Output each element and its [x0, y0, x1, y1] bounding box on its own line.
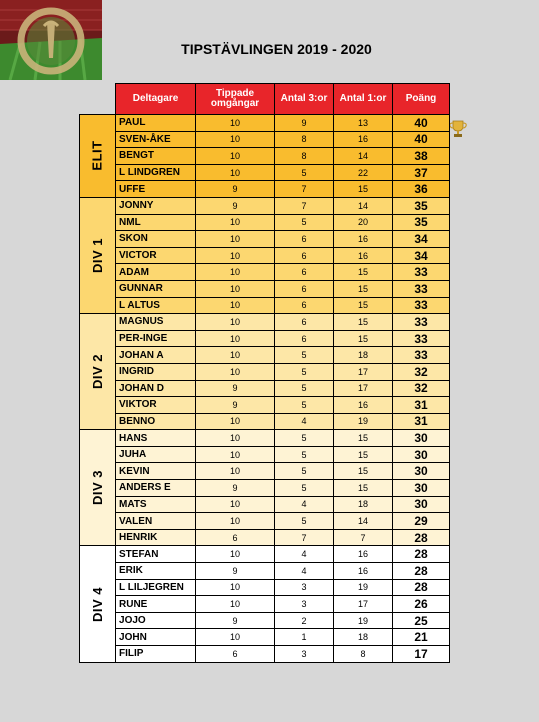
threes-cell: 5: [275, 513, 334, 530]
participant-name: SKON: [116, 231, 196, 248]
ones-cell: 14: [334, 197, 393, 214]
header-participant: Deltagare: [116, 84, 196, 115]
table-row: [80, 563, 450, 580]
rounds-cell: 10: [196, 347, 275, 364]
ones-cell: 17: [334, 363, 393, 380]
ones-cell: 15: [334, 280, 393, 297]
threes-cell: 5: [275, 463, 334, 480]
points-cell: 21: [393, 629, 450, 646]
table-row: [80, 430, 450, 447]
ones-cell: 18: [334, 629, 393, 646]
rounds-cell: 10: [196, 148, 275, 165]
points-cell: 33: [393, 314, 450, 331]
threes-cell: 3: [275, 646, 334, 663]
threes-cell: 6: [275, 231, 334, 248]
rounds-cell: 10: [196, 231, 275, 248]
threes-cell: 4: [275, 496, 334, 513]
points-cell: 32: [393, 380, 450, 397]
ones-cell: 18: [334, 347, 393, 364]
ones-cell: 16: [334, 397, 393, 414]
threes-cell: 9: [275, 115, 334, 132]
points-cell: 34: [393, 247, 450, 264]
threes-cell: 6: [275, 247, 334, 264]
threes-cell: 4: [275, 546, 334, 563]
threes-cell: 5: [275, 430, 334, 447]
table-row: [80, 546, 450, 563]
table-row: [80, 347, 450, 364]
header-points: Poäng: [393, 84, 450, 115]
threes-cell: 6: [275, 264, 334, 281]
participant-name: JONNY: [116, 197, 196, 214]
table-row: [80, 529, 450, 546]
participant-name: PER-INGE: [116, 330, 196, 347]
points-cell: 33: [393, 280, 450, 297]
table-row: [80, 131, 450, 148]
rounds-cell: 10: [196, 314, 275, 331]
points-cell: 40: [393, 131, 450, 148]
header-ones: Antal 1:or: [334, 84, 393, 115]
participant-name: MATS: [116, 496, 196, 513]
participant-name: HENRIK: [116, 529, 196, 546]
table-body: [80, 115, 450, 663]
threes-cell: 5: [275, 480, 334, 497]
page-title: TIPSTÄVLINGEN 2019 - 2020: [181, 41, 372, 57]
participant-name: STEFAN: [116, 546, 196, 563]
ones-cell: 16: [334, 231, 393, 248]
ones-cell: 15: [334, 463, 393, 480]
stadium-logo: [0, 0, 102, 80]
division-label-text: DIV 3: [90, 470, 106, 506]
points-cell: 28: [393, 529, 450, 546]
table-row: [80, 197, 450, 214]
ones-cell: 17: [334, 596, 393, 613]
points-cell: 36: [393, 181, 450, 198]
points-cell: 35: [393, 214, 450, 231]
points-cell: 34: [393, 231, 450, 248]
table-row: [80, 646, 450, 663]
rounds-cell: 10: [196, 214, 275, 231]
division-label: [80, 115, 116, 198]
threes-cell: 3: [275, 579, 334, 596]
threes-cell: 7: [275, 529, 334, 546]
points-cell: 35: [393, 197, 450, 214]
ones-cell: 16: [334, 563, 393, 580]
ones-cell: 15: [334, 264, 393, 281]
participant-name: INGRID: [116, 363, 196, 380]
participant-name: PAUL: [116, 115, 196, 132]
participant-name: VICTOR: [116, 247, 196, 264]
threes-cell: 1: [275, 629, 334, 646]
rounds-cell: 9: [196, 480, 275, 497]
threes-cell: 6: [275, 297, 334, 314]
table-row: [80, 629, 450, 646]
rounds-cell: 9: [196, 563, 275, 580]
rounds-cell: 10: [196, 629, 275, 646]
rounds-cell: 10: [196, 596, 275, 613]
points-cell: 32: [393, 363, 450, 380]
rounds-cell: 6: [196, 529, 275, 546]
ones-cell: 15: [334, 330, 393, 347]
division-label-text: DIV 4: [90, 586, 106, 622]
table-row: [80, 148, 450, 165]
ones-cell: 16: [334, 131, 393, 148]
points-cell: 30: [393, 463, 450, 480]
threes-cell: 5: [275, 446, 334, 463]
rounds-cell: 10: [196, 247, 275, 264]
table-row: [80, 247, 450, 264]
table-row: [80, 181, 450, 198]
points-cell: 29: [393, 513, 450, 530]
participant-name: SVEN-ÅKE: [116, 131, 196, 148]
standings-table: [79, 83, 450, 663]
participant-name: BENNO: [116, 413, 196, 430]
rounds-cell: 10: [196, 413, 275, 430]
points-cell: 28: [393, 563, 450, 580]
threes-cell: 4: [275, 413, 334, 430]
rounds-cell: 10: [196, 463, 275, 480]
rounds-cell: 9: [196, 397, 275, 414]
threes-cell: 3: [275, 596, 334, 613]
table-row: [80, 413, 450, 430]
table-row: [80, 480, 450, 497]
threes-cell: 8: [275, 131, 334, 148]
table-row: [80, 330, 450, 347]
table-row: [80, 397, 450, 414]
rounds-cell: 10: [196, 264, 275, 281]
header-spacer: [80, 84, 116, 115]
participant-name: UFFE: [116, 181, 196, 198]
ones-cell: 19: [334, 612, 393, 629]
ones-cell: 18: [334, 496, 393, 513]
points-cell: 31: [393, 397, 450, 414]
division-label-text: DIV 1: [90, 238, 106, 274]
threes-cell: 6: [275, 280, 334, 297]
participant-name: FILIP: [116, 646, 196, 663]
participant-name: HANS: [116, 430, 196, 447]
table-row: [80, 280, 450, 297]
rounds-cell: 10: [196, 330, 275, 347]
participant-name: MAGNUS: [116, 314, 196, 331]
ones-cell: 15: [334, 446, 393, 463]
ones-cell: 20: [334, 214, 393, 231]
threes-cell: 6: [275, 330, 334, 347]
threes-cell: 7: [275, 181, 334, 198]
points-cell: 38: [393, 148, 450, 165]
ones-cell: 8: [334, 646, 393, 663]
threes-cell: 5: [275, 397, 334, 414]
ones-cell: 16: [334, 546, 393, 563]
threes-cell: 2: [275, 612, 334, 629]
rounds-cell: 10: [196, 363, 275, 380]
rounds-cell: 9: [196, 181, 275, 198]
points-cell: 26: [393, 596, 450, 613]
ones-cell: 15: [334, 297, 393, 314]
participant-name: L ALTUS: [116, 297, 196, 314]
table-row: [80, 579, 450, 596]
rounds-cell: 10: [196, 546, 275, 563]
participant-name: GUNNAR: [116, 280, 196, 297]
participant-name: ANDERS E: [116, 480, 196, 497]
table-row: [80, 231, 450, 248]
rounds-cell: 6: [196, 646, 275, 663]
threes-cell: 4: [275, 563, 334, 580]
rounds-cell: 9: [196, 612, 275, 629]
table-row: [80, 446, 450, 463]
participant-name: RUNE: [116, 596, 196, 613]
rounds-cell: 10: [196, 446, 275, 463]
threes-cell: 5: [275, 380, 334, 397]
division-label: [80, 430, 116, 546]
division-label-text: ELIT: [90, 140, 106, 172]
table-row: [80, 496, 450, 513]
points-cell: 33: [393, 264, 450, 281]
participant-name: JOHN: [116, 629, 196, 646]
ones-cell: 15: [334, 314, 393, 331]
participant-name: VALEN: [116, 513, 196, 530]
table-row: [80, 164, 450, 181]
division-label-text: DIV 2: [90, 354, 106, 390]
participant-name: BENGT: [116, 148, 196, 165]
ones-cell: 14: [334, 148, 393, 165]
threes-cell: 6: [275, 314, 334, 331]
rounds-cell: 10: [196, 579, 275, 596]
points-cell: 28: [393, 546, 450, 563]
ones-cell: 16: [334, 247, 393, 264]
table-row: [80, 115, 450, 132]
table-row: [80, 513, 450, 530]
trophy-icon: [449, 119, 467, 139]
ones-cell: 14: [334, 513, 393, 530]
rounds-cell: 10: [196, 297, 275, 314]
rounds-cell: 10: [196, 513, 275, 530]
participant-name: L LILJEGREN: [116, 579, 196, 596]
participant-name: L LINDGREN: [116, 164, 196, 181]
rounds-cell: 10: [196, 496, 275, 513]
points-cell: 30: [393, 480, 450, 497]
rounds-cell: 10: [196, 115, 275, 132]
table-row: [80, 314, 450, 331]
table-row: [80, 380, 450, 397]
division-label: [80, 197, 116, 313]
points-cell: 30: [393, 496, 450, 513]
points-cell: 40: [393, 115, 450, 132]
threes-cell: 5: [275, 214, 334, 231]
rounds-cell: 9: [196, 197, 275, 214]
ones-cell: 13: [334, 115, 393, 132]
threes-cell: 5: [275, 363, 334, 380]
points-cell: 30: [393, 430, 450, 447]
division-label: [80, 546, 116, 662]
participant-name: JOJO: [116, 612, 196, 629]
table-row: [80, 214, 450, 231]
threes-cell: 8: [275, 148, 334, 165]
ones-cell: 15: [334, 430, 393, 447]
header-threes: Antal 3:or: [275, 84, 334, 115]
points-cell: 30: [393, 446, 450, 463]
rounds-cell: 10: [196, 430, 275, 447]
points-cell: 28: [393, 579, 450, 596]
rounds-cell: 10: [196, 280, 275, 297]
points-cell: 17: [393, 646, 450, 663]
ones-cell: 19: [334, 413, 393, 430]
participant-name: VIKTOR: [116, 397, 196, 414]
ones-cell: 15: [334, 480, 393, 497]
division-label: [80, 314, 116, 430]
rounds-cell: 10: [196, 131, 275, 148]
table-row: [80, 297, 450, 314]
table-row: [80, 264, 450, 281]
participant-name: JOHAN D: [116, 380, 196, 397]
table-row: [80, 463, 450, 480]
participant-name: JOHAN A: [116, 347, 196, 364]
table-row: [80, 612, 450, 629]
points-cell: 37: [393, 164, 450, 181]
points-cell: 33: [393, 297, 450, 314]
ones-cell: 17: [334, 380, 393, 397]
threes-cell: 5: [275, 164, 334, 181]
ones-cell: 19: [334, 579, 393, 596]
threes-cell: 5: [275, 347, 334, 364]
header-rounds-label: Tippade omgångar: [210, 88, 260, 109]
header-rounds: [196, 84, 275, 115]
ones-cell: 7: [334, 529, 393, 546]
participant-name: ERIK: [116, 563, 196, 580]
table-row: [80, 596, 450, 613]
ones-cell: 15: [334, 181, 393, 198]
threes-cell: 7: [275, 197, 334, 214]
participant-name: ADAM: [116, 264, 196, 281]
participant-name: NML: [116, 214, 196, 231]
rounds-cell: 10: [196, 164, 275, 181]
points-cell: 33: [393, 330, 450, 347]
rounds-cell: 9: [196, 380, 275, 397]
participant-name: KEVIN: [116, 463, 196, 480]
points-cell: 25: [393, 612, 450, 629]
points-cell: 33: [393, 347, 450, 364]
ones-cell: 22: [334, 164, 393, 181]
points-cell: 31: [393, 413, 450, 430]
table-row: [80, 363, 450, 380]
table-header-row: [80, 84, 450, 115]
participant-name: JUHA: [116, 446, 196, 463]
